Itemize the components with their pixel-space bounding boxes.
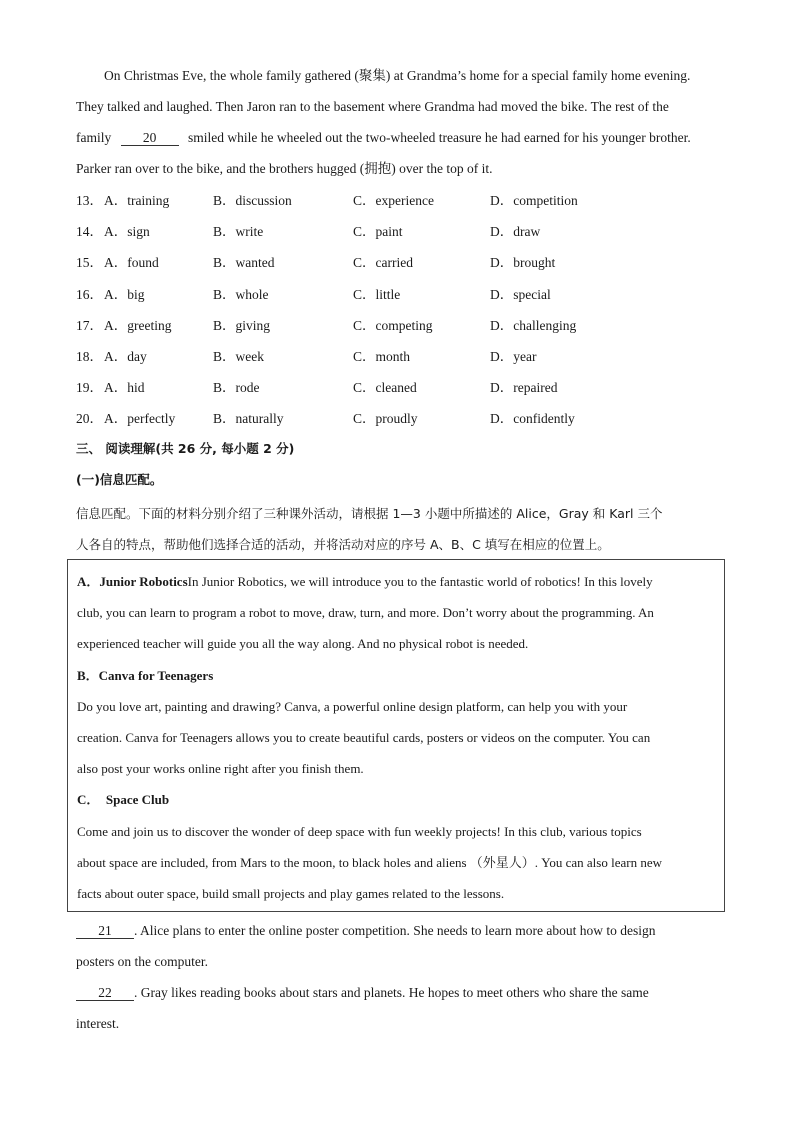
option-b: B．whole (213, 286, 269, 302)
question-number: 18． (76, 348, 103, 364)
activity-c-line: Come and join us to discover the wonder of deep space with fun weekly projects! In this club, various topics (77, 823, 642, 839)
passage-line: On Christmas Eve, the whole family gathered (聚集) at Grandma’s home for a special family home evening. (104, 68, 691, 83)
option-b: B．discussion (213, 193, 292, 208)
option-c: C．little (353, 286, 401, 302)
instruction-line: 信息匹配。下面的材料分别介绍了三种课外活动，请根据 1—3 小题中所描述的 Alice，Gray 和 Karl 三个 (76, 506, 663, 521)
activity-b-line: creation. Canva for Teenagers allows you to create beautiful cards, posters or videos on the computer. You can (77, 730, 651, 746)
option-a: A．training (104, 193, 170, 208)
option-b: B．giving (213, 317, 271, 333)
option-b: B．week (213, 348, 264, 364)
option-a: A．day (104, 348, 147, 364)
activities-box (67, 559, 725, 912)
option-b: B．write (213, 224, 264, 240)
option-b: B．rode (213, 380, 260, 396)
activity-a-line: experienced teacher will guide you all the way along. And no physical robot is needed. (77, 636, 529, 652)
instructions (76, 498, 726, 560)
activity-a-line (77, 566, 717, 597)
activity-b-title: B．Canva for Teenagers (77, 667, 214, 683)
passage-line: Parker ran over to the bike, and the brothers hugged (拥抱) over the top of it. (76, 161, 493, 176)
activity-a-line: club, you can learn to program a robot to move, draw, turn, and more. Don’t worry about the programming. An (77, 605, 654, 621)
question-line: posters on the computer. (76, 954, 208, 969)
section-heading: 三、 阅读理解(共 26 分, 每小题 2 分) (76, 441, 295, 456)
question-number: 15． (76, 255, 103, 271)
passage-line: They talked and laughed. Then Jaron ran to the basement where Grandma had moved the bike. The rest of the (76, 99, 669, 114)
instruction-line: 人各自的特点，帮助他们选择合适的活动，并将活动对应的序号 A、B、C 填写在相应的位置上。 (76, 537, 610, 552)
blank-21: 21 (76, 923, 134, 939)
question-number: 20． (76, 411, 103, 427)
option-c: C．experience (353, 193, 434, 208)
question-text: . Gray likes reading books about stars and planets. He hopes to meet others who share the same (134, 985, 649, 1000)
passage-text: family (76, 130, 112, 145)
question-number: 13． (76, 193, 103, 208)
activity-a-title: A．Junior Robotics (77, 574, 188, 589)
option-b: B．naturally (213, 411, 284, 427)
section-subheading: (一)信息匹配。 (76, 472, 163, 487)
activity-c-line: facts about outer space, build small projects and play games related to the lessons. (77, 886, 505, 902)
passage-text: smiled while he wheeled out the two-wheeled treasure he had earned for his younger brother. (188, 130, 691, 145)
option-d: D．special (490, 286, 551, 302)
question-line (76, 977, 720, 1008)
option-c: C．proudly (353, 411, 418, 427)
question-number: 16． (76, 286, 103, 302)
option-d: D．challenging (490, 317, 577, 333)
option-c: C．competing (353, 317, 433, 333)
question-number: 17． (76, 317, 103, 333)
question-number: 14． (76, 224, 103, 240)
option-d: D．brought (490, 255, 556, 271)
option-a: A．found (104, 255, 159, 271)
activity-a-text: In Junior Robotics, we will introduce you to the fantastic world of robotics! In this lovely (187, 574, 653, 589)
option-a: A．greeting (104, 317, 172, 333)
activity-c-line: about space are included, from Mars to the moon, to black holes and aliens （外星人）. You can also learn new (77, 854, 662, 870)
option-d: D．competition (490, 193, 578, 208)
story-passage (76, 60, 720, 184)
option-b: B．wanted (213, 255, 275, 271)
question-line: interest. (76, 1016, 120, 1031)
activity-c-title: C． Space Club (77, 792, 170, 808)
option-d: D．year (490, 348, 537, 364)
option-a: A．perfectly (104, 411, 176, 427)
question-number: 19． (76, 380, 103, 396)
option-a: A．sign (104, 224, 150, 240)
question-text: . Alice plans to enter the online poster competition. She needs to learn more about how to design (134, 923, 656, 938)
option-c: C．cleaned (353, 380, 417, 396)
passage-line (76, 122, 720, 153)
question-line (76, 915, 720, 946)
option-d: D．confidently (490, 411, 575, 427)
activity-b-line: Do you love art, painting and drawing? Canva, a powerful online design platform, can help you with your (77, 698, 628, 714)
activities-content (77, 566, 717, 909)
option-a: A．hid (104, 380, 145, 396)
option-c: C．paint (353, 224, 403, 240)
blank-20: 20 (121, 130, 179, 146)
question-21 (76, 915, 720, 977)
option-c: C．month (353, 348, 411, 364)
option-d: D．repaired (490, 380, 558, 396)
option-c: C．carried (353, 255, 413, 271)
option-a: A．big (104, 286, 145, 302)
blank-22: 22 (76, 985, 134, 1001)
question-22 (76, 977, 720, 1039)
option-d: D．draw (490, 224, 541, 240)
activity-b-line: also post your works online right after you finish them. (77, 761, 364, 777)
